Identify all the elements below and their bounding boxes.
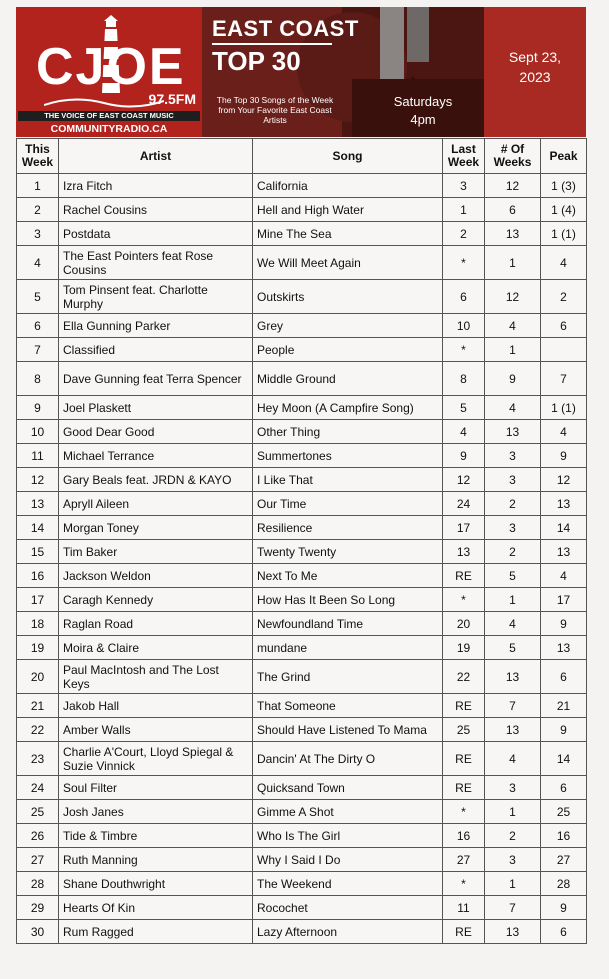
position-cell: 12	[17, 468, 59, 492]
table-row	[17, 362, 587, 396]
artist-cell: Gary Beals feat. JRDN & KAYO	[59, 468, 253, 492]
chart-date-line2: 2023	[519, 69, 551, 85]
artist-cell: Classified	[59, 338, 253, 362]
peak-cell: 16	[541, 824, 587, 848]
peak-cell: 2	[541, 280, 587, 314]
song-cell: Lazy Afternoon	[253, 920, 443, 944]
song-cell: Who Is The Girl	[253, 824, 443, 848]
last-week-cell: RE	[443, 694, 485, 718]
position-cell: 6	[17, 314, 59, 338]
position-cell: 16	[17, 564, 59, 588]
weeks-cell: 4	[485, 742, 541, 776]
weeks-cell: 12	[485, 174, 541, 198]
station-logo	[16, 7, 202, 137]
top30-table	[16, 138, 587, 944]
artist-cell: Rum Ragged	[59, 920, 253, 944]
song-cell: Gimme A Shot	[253, 800, 443, 824]
position-cell: 26	[17, 824, 59, 848]
song-cell: How Has It Been So Long	[253, 588, 443, 612]
table-row	[17, 246, 587, 280]
song-cell: Hey Moon (A Campfire Song)	[253, 396, 443, 420]
position-cell: 4	[17, 246, 59, 280]
peak-cell: 14	[541, 742, 587, 776]
last-week-cell: 8	[443, 362, 485, 396]
position-cell: 17	[17, 588, 59, 612]
position-cell: 14	[17, 516, 59, 540]
position-cell: 5	[17, 280, 59, 314]
artist-cell: Izra Fitch	[59, 174, 253, 198]
table-row	[17, 420, 587, 444]
last-week-cell: 3	[443, 174, 485, 198]
last-week-cell: 11	[443, 896, 485, 920]
peak-cell: 28	[541, 872, 587, 896]
show-title-panel	[202, 7, 484, 137]
song-cell: Dancin' At The Dirty O	[253, 742, 443, 776]
weeks-cell: 2	[485, 540, 541, 564]
song-cell: People	[253, 338, 443, 362]
table-row	[17, 564, 587, 588]
header-last-week	[443, 139, 485, 174]
last-week-cell: *	[443, 800, 485, 824]
weeks-cell: 7	[485, 694, 541, 718]
table-row	[17, 222, 587, 246]
song-cell: Hell and High Water	[253, 198, 443, 222]
last-week-cell: 1	[443, 198, 485, 222]
last-week-cell: RE	[443, 920, 485, 944]
song-cell: I Like That	[253, 468, 443, 492]
table-row	[17, 198, 587, 222]
position-cell: 23	[17, 742, 59, 776]
header-banner	[16, 7, 586, 137]
song-cell: Why I Said I Do	[253, 848, 443, 872]
last-week-cell: 27	[443, 848, 485, 872]
table-header-row	[17, 139, 587, 174]
position-cell: 28	[17, 872, 59, 896]
weeks-cell: 1	[485, 872, 541, 896]
artist-cell: Joel Plaskett	[59, 396, 253, 420]
position-cell: 27	[17, 848, 59, 872]
song-cell: Outskirts	[253, 280, 443, 314]
song-cell: Newfoundland Time	[253, 612, 443, 636]
song-cell: Summertones	[253, 444, 443, 468]
position-cell: 8	[17, 362, 59, 396]
song-cell: mundane	[253, 636, 443, 660]
artist-cell: Morgan Toney	[59, 516, 253, 540]
weeks-cell: 5	[485, 564, 541, 588]
header-this-week-line2: Week	[21, 155, 54, 169]
artist-cell: Postdata	[59, 222, 253, 246]
song-cell: Middle Ground	[253, 362, 443, 396]
weeks-cell: 4	[485, 396, 541, 420]
position-cell: 18	[17, 612, 59, 636]
artist-cell: Good Dear Good	[59, 420, 253, 444]
weeks-cell: 3	[485, 848, 541, 872]
artist-cell: Ella Gunning Parker	[59, 314, 253, 338]
artist-cell: Rachel Cousins	[59, 198, 253, 222]
airtime-day: Saturdays	[393, 94, 453, 109]
peak-cell: 9	[541, 444, 587, 468]
table-row	[17, 492, 587, 516]
weeks-cell: 9	[485, 362, 541, 396]
artist-cell: Paul MacIntosh and The Lost Keys	[59, 660, 253, 694]
artist-cell: Caragh Kennedy	[59, 588, 253, 612]
position-cell: 11	[17, 444, 59, 468]
last-week-cell: 4	[443, 420, 485, 444]
song-cell: Grey	[253, 314, 443, 338]
artist-cell: Josh Janes	[59, 800, 253, 824]
song-cell: Should Have Listened To Mama	[253, 718, 443, 742]
chart-date-panel	[484, 7, 586, 137]
weeks-cell: 2	[485, 492, 541, 516]
header-weeks	[485, 139, 541, 174]
peak-cell: 6	[541, 660, 587, 694]
weeks-cell: 13	[485, 420, 541, 444]
position-cell: 20	[17, 660, 59, 694]
last-week-cell: RE	[443, 776, 485, 800]
peak-cell: 6	[541, 776, 587, 800]
artist-cell: Jakob Hall	[59, 694, 253, 718]
artist-cell: Raglan Road	[59, 612, 253, 636]
last-week-cell: 2	[443, 222, 485, 246]
header-weeks-line2: Weeks	[493, 155, 532, 169]
table-row	[17, 540, 587, 564]
weeks-cell: 1	[485, 246, 541, 280]
weeks-cell: 1	[485, 338, 541, 362]
last-week-cell: *	[443, 338, 485, 362]
station-tagline: THE VOICE OF EAST COAST MUSIC	[18, 111, 200, 121]
station-website: COMMUNITYRADIO.CA	[50, 123, 168, 135]
weeks-cell: 1	[485, 588, 541, 612]
weeks-cell: 13	[485, 920, 541, 944]
last-week-cell: RE	[443, 564, 485, 588]
artist-cell: Charlie A'Court, Lloyd Spiegal & Suzie Vinnick	[59, 742, 253, 776]
last-week-cell: 6	[443, 280, 485, 314]
peak-cell: 14	[541, 516, 587, 540]
artist-cell: Soul Filter	[59, 776, 253, 800]
position-cell: 29	[17, 896, 59, 920]
peak-cell: 1 (1)	[541, 396, 587, 420]
song-cell: California	[253, 174, 443, 198]
table-row	[17, 742, 587, 776]
last-week-cell: 25	[443, 718, 485, 742]
table-row	[17, 848, 587, 872]
peak-cell: 9	[541, 718, 587, 742]
artist-cell: Dave Gunning feat Terra Spencer	[59, 362, 253, 396]
song-cell: The Weekend	[253, 872, 443, 896]
show-airtime	[378, 93, 468, 129]
peak-cell: 9	[541, 896, 587, 920]
chart-date-line1: Sept 23,	[508, 49, 562, 65]
last-week-cell: *	[443, 872, 485, 896]
position-cell: 3	[17, 222, 59, 246]
title-divider	[212, 43, 332, 45]
weeks-cell: 13	[485, 718, 541, 742]
artist-cell: Hearts Of Kin	[59, 896, 253, 920]
table-row	[17, 694, 587, 718]
artist-cell: The East Pointers feat Rose Cousins	[59, 246, 253, 280]
chart-date	[484, 47, 586, 87]
artist-cell: Apryll Aileen	[59, 492, 253, 516]
peak-cell: 6	[541, 314, 587, 338]
table-row	[17, 516, 587, 540]
weeks-cell: 4	[485, 612, 541, 636]
position-cell: 1	[17, 174, 59, 198]
last-week-cell: 16	[443, 824, 485, 848]
peak-cell: 21	[541, 694, 587, 718]
position-cell: 13	[17, 492, 59, 516]
header-last-week-line1: Last	[451, 142, 476, 156]
artist-cell: Michael Terrance	[59, 444, 253, 468]
peak-cell: 25	[541, 800, 587, 824]
table-row	[17, 718, 587, 742]
peak-cell: 27	[541, 848, 587, 872]
artist-cell: Tom Pinsent feat. Charlotte Murphy	[59, 280, 253, 314]
weeks-cell: 2	[485, 824, 541, 848]
peak-cell: 4	[541, 246, 587, 280]
logo-text: CJOE	[36, 38, 186, 96]
table-row	[17, 776, 587, 800]
position-cell: 22	[17, 718, 59, 742]
show-title-line2: TOP 30	[212, 46, 301, 76]
position-cell: 24	[17, 776, 59, 800]
position-cell: 2	[17, 198, 59, 222]
last-week-cell: 13	[443, 540, 485, 564]
weeks-cell: 12	[485, 280, 541, 314]
artist-cell: Tide & Timbre	[59, 824, 253, 848]
peak-cell: 12	[541, 468, 587, 492]
show-description: The Top 30 Songs of the Week from Your Favorite East Coast Artists	[216, 95, 334, 125]
last-week-cell: RE	[443, 742, 485, 776]
table-row	[17, 588, 587, 612]
weeks-cell: 3	[485, 776, 541, 800]
weeks-cell: 7	[485, 896, 541, 920]
song-cell: Mine The Sea	[253, 222, 443, 246]
table-row	[17, 314, 587, 338]
table-row	[17, 338, 587, 362]
table-row	[17, 444, 587, 468]
peak-cell: 17	[541, 588, 587, 612]
peak-cell: 6	[541, 920, 587, 944]
table-row	[17, 280, 587, 314]
last-week-cell: 12	[443, 468, 485, 492]
song-cell: Quicksand Town	[253, 776, 443, 800]
position-cell: 7	[17, 338, 59, 362]
song-cell: Our Time	[253, 492, 443, 516]
song-cell: Twenty Twenty	[253, 540, 443, 564]
header-this-week	[17, 139, 59, 174]
header-song: Song	[253, 139, 443, 174]
peak-cell	[541, 338, 587, 362]
show-title-line1: EAST COAST	[212, 16, 359, 41]
last-week-cell: 10	[443, 314, 485, 338]
position-cell: 30	[17, 920, 59, 944]
weeks-cell: 5	[485, 636, 541, 660]
peak-cell: 1 (4)	[541, 198, 587, 222]
table-row	[17, 612, 587, 636]
peak-cell: 1 (3)	[541, 174, 587, 198]
weeks-cell: 3	[485, 444, 541, 468]
peak-cell: 4	[541, 564, 587, 588]
position-cell: 21	[17, 694, 59, 718]
position-cell: 9	[17, 396, 59, 420]
song-cell: Resilience	[253, 516, 443, 540]
table-row	[17, 174, 587, 198]
last-week-cell: 19	[443, 636, 485, 660]
table-row	[17, 872, 587, 896]
song-cell: Next To Me	[253, 564, 443, 588]
last-week-cell: 9	[443, 444, 485, 468]
table-row	[17, 636, 587, 660]
position-cell: 10	[17, 420, 59, 444]
table-row	[17, 468, 587, 492]
weeks-cell: 13	[485, 222, 541, 246]
header-this-week-line1: This	[25, 142, 50, 156]
artist-cell: Shane Douthwright	[59, 872, 253, 896]
header-artist: Artist	[59, 139, 253, 174]
weeks-cell: 3	[485, 516, 541, 540]
peak-cell: 9	[541, 612, 587, 636]
last-week-cell: *	[443, 246, 485, 280]
peak-cell: 13	[541, 492, 587, 516]
weeks-cell: 3	[485, 468, 541, 492]
table-row	[17, 824, 587, 848]
station-frequency: 97.5FM	[148, 91, 196, 107]
artist-cell: Moira & Claire	[59, 636, 253, 660]
table-row	[17, 396, 587, 420]
header-peak: Peak	[541, 139, 587, 174]
weeks-cell: 6	[485, 198, 541, 222]
artist-cell: Amber Walls	[59, 718, 253, 742]
song-cell: We Will Meet Again	[253, 246, 443, 280]
position-cell: 15	[17, 540, 59, 564]
peak-cell: 13	[541, 540, 587, 564]
weeks-cell: 4	[485, 314, 541, 338]
table-body	[17, 174, 587, 944]
song-cell: Rocochet	[253, 896, 443, 920]
position-cell: 19	[17, 636, 59, 660]
last-week-cell: 17	[443, 516, 485, 540]
airtime-time: 4pm	[410, 112, 436, 127]
wave-icon	[44, 95, 164, 109]
table-row	[17, 920, 587, 944]
header-weeks-line1: # Of	[500, 142, 525, 156]
table-row	[17, 660, 587, 694]
peak-cell: 13	[541, 636, 587, 660]
table-row	[17, 800, 587, 824]
table-row	[17, 896, 587, 920]
peak-cell: 7	[541, 362, 587, 396]
song-cell: Other Thing	[253, 420, 443, 444]
song-cell: That Someone	[253, 694, 443, 718]
weeks-cell: 13	[485, 660, 541, 694]
peak-cell: 4	[541, 420, 587, 444]
position-cell: 25	[17, 800, 59, 824]
song-cell: The Grind	[253, 660, 443, 694]
last-week-cell: 20	[443, 612, 485, 636]
peak-cell: 1 (1)	[541, 222, 587, 246]
last-week-cell: 5	[443, 396, 485, 420]
weeks-cell: 1	[485, 800, 541, 824]
artist-cell: Jackson Weldon	[59, 564, 253, 588]
header-last-week-line2: Week	[447, 155, 480, 169]
artist-cell: Ruth Manning	[59, 848, 253, 872]
last-week-cell: *	[443, 588, 485, 612]
last-week-cell: 22	[443, 660, 485, 694]
last-week-cell: 24	[443, 492, 485, 516]
artist-cell: Tim Baker	[59, 540, 253, 564]
